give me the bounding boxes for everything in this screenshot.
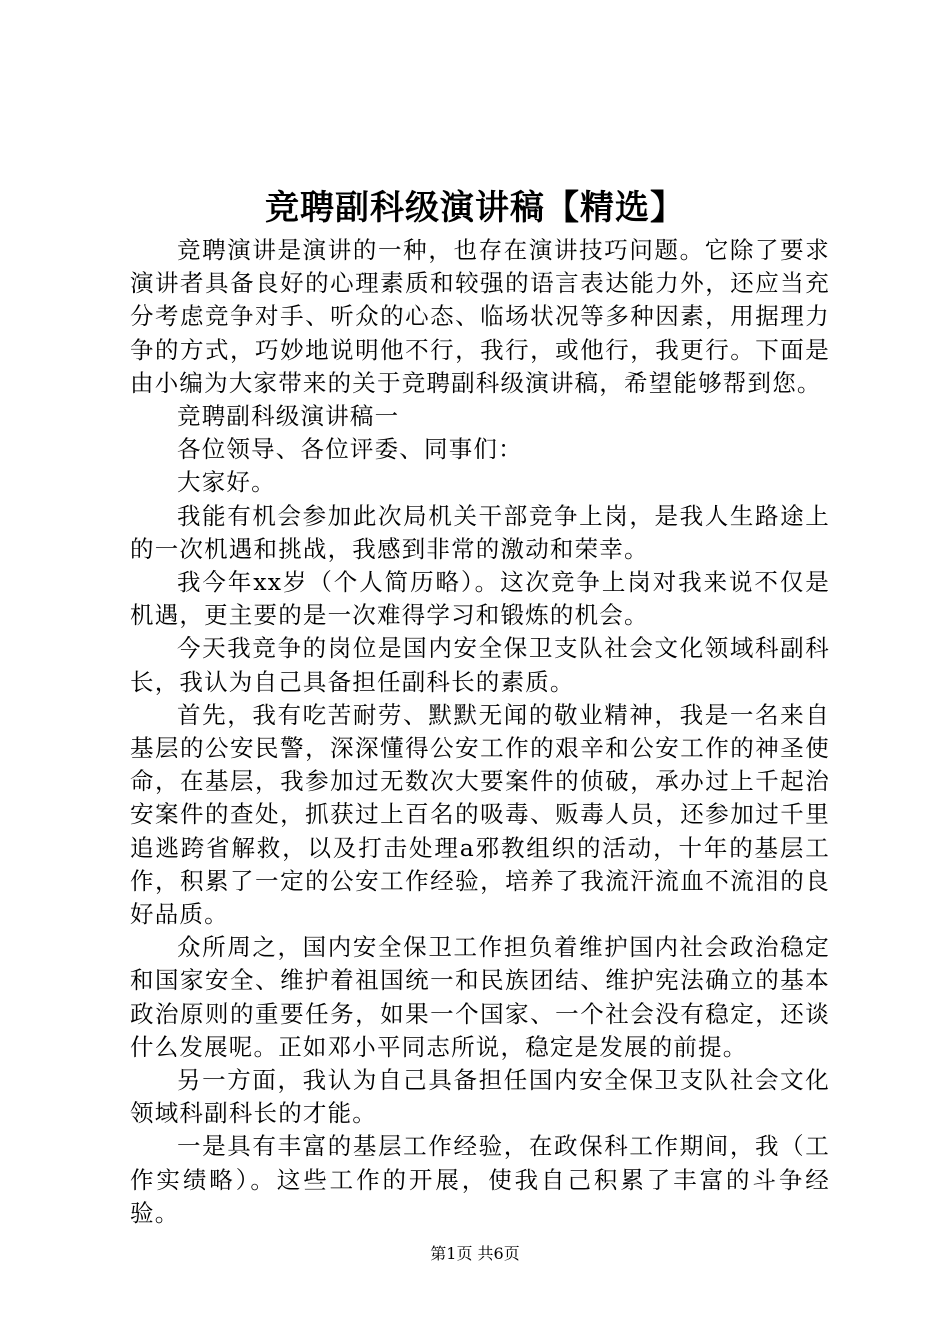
paragraph-age: 我今年xx岁（个人简历略）。这次竞争上岗对我来说不仅是机遇，更主要的是一次难得学习和锻炼的机会。 bbox=[130, 568, 830, 630]
paragraph-opportunity: 我能有机会参加此次局机关干部竞争上岗，是我人生路途上的一次机遇和挑战，我感到非常的激动和荣幸。 bbox=[130, 501, 830, 563]
document-body bbox=[130, 234, 830, 1230]
paragraph-position: 今天我竞争的岗位是国内安全保卫支队社会文化领域科副科长，我认为自己具备担任副科长的素质。 bbox=[130, 634, 830, 696]
paragraph-intro: 竞聘演讲是演讲的一种，也存在演讲技巧问题。它除了要求演讲者具备良好的心理素质和较强的语言表达能力外，还应当充分考虑竞争对手、听众的心态、临场状况等多种因素，用据理力争的方式，巧妙地说明他不行，我行，或他行，我更行。下面是由小编为大家带来的关于竞聘副科级演讲稿，希望能够帮到您。 bbox=[130, 236, 830, 397]
paragraph-stability: 众所周之，国内安全保卫工作担负着维护国内社会政治稳定和国家安全、维护着祖国统一和民族团结、维护宪法确立的基本政治原则的重要任务，如果一个国家、一个社会没有稳定，还谈什么发展呢。正如邓小平同志所说，稳定是发展的前提。 bbox=[130, 933, 830, 1061]
paragraph-salutation: 各位领导、各位评委、同事们： bbox=[177, 435, 523, 464]
page-number: 第1页 共6页 bbox=[430, 1244, 520, 1263]
paragraph-speech-heading: 竞聘副科级演讲稿一 bbox=[177, 402, 400, 431]
document-title: 竞聘副科级演讲稿【精选】 bbox=[265, 188, 685, 228]
paragraph-ability: 另一方面，我认为自己具备担任国内安全保卫支队社会文化领域科副科长的才能。 bbox=[130, 1066, 830, 1128]
paragraph-experience: 一是具有丰富的基层工作经验，在政保科工作期间，我（工作实绩略）。这些工作的开展，使我自己积累了丰富的斗争经验。 bbox=[130, 1132, 830, 1227]
paragraph-first: 首先，我有吃苦耐劳、默默无闻的敬业精神，我是一名来自基层的公安民警，深深懂得公安工作的艰辛和公安工作的神圣使命，在基层，我参加过无数次大要案件的侦破，承办过上千起治安案件的查处，抓获过上百名的吸毒、贩毒人员，还参加过千里追逃跨省解救，以及打击处理a邪教组织的活动，十年的基层工作，积累了一定的公安工作经验，培养了我流汗流血不流泪的良好品质。 bbox=[130, 700, 830, 929]
paragraph-greeting: 大家好。 bbox=[177, 468, 276, 497]
